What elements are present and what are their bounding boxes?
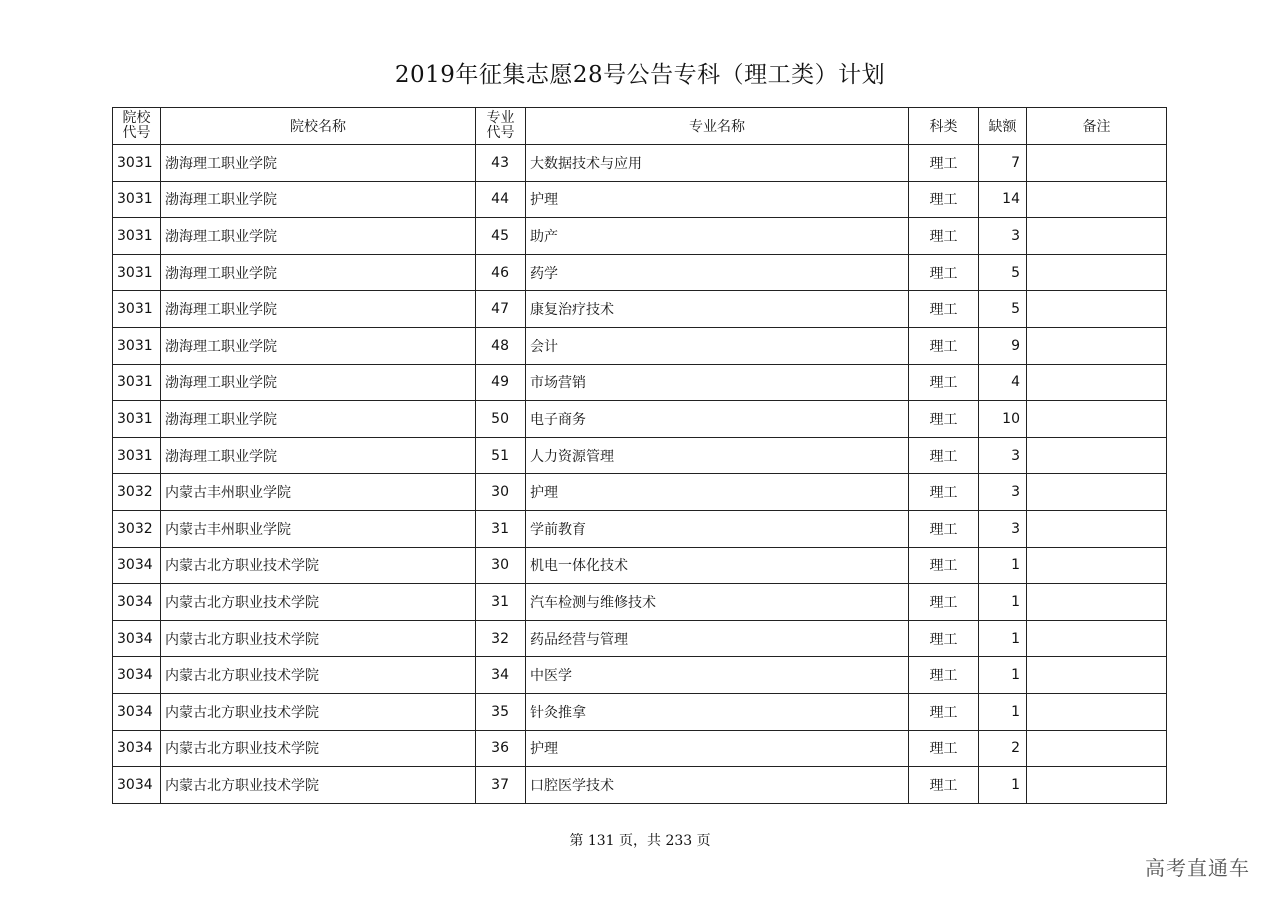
- cell-school-name: 渤海理工职业学院: [161, 291, 476, 328]
- cell-major-name: 护理: [526, 181, 909, 218]
- cell-major-name: 大数据技术与应用: [526, 145, 909, 182]
- cell-school-name: 渤海理工职业学院: [161, 401, 476, 438]
- cell-school-name: 渤海理工职业学院: [161, 437, 476, 474]
- cell-note: [1027, 254, 1167, 291]
- table-row: [113, 584, 1167, 621]
- cell-school-name: 内蒙古北方职业技术学院: [161, 620, 476, 657]
- cell-category: 理工: [909, 657, 979, 694]
- cell-major-code: 34: [476, 657, 526, 694]
- cell-major-code: 45: [476, 218, 526, 255]
- cell-school-code: 3032: [113, 510, 161, 547]
- cell-major-name: 针灸推拿: [526, 693, 909, 730]
- cell-major-name: 汽车检测与维修技术: [526, 584, 909, 621]
- cell-major-code: 48: [476, 327, 526, 364]
- header-note: 备注: [1027, 108, 1167, 145]
- cell-vacancy: 4: [979, 364, 1027, 401]
- cell-major-code: 51: [476, 437, 526, 474]
- header-vacancy: 缺额: [979, 108, 1027, 145]
- cell-category: 理工: [909, 327, 979, 364]
- cell-note: [1027, 620, 1167, 657]
- plan-table: [112, 107, 1167, 804]
- table-row: [113, 218, 1167, 255]
- cell-vacancy: 5: [979, 291, 1027, 328]
- cell-major-name: 口腔医学技术: [526, 767, 909, 804]
- cell-major-code: 43: [476, 145, 526, 182]
- cell-school-code: 3032: [113, 474, 161, 511]
- cell-major-code: 50: [476, 401, 526, 438]
- cell-school-code: 3034: [113, 547, 161, 584]
- cell-vacancy: 3: [979, 510, 1027, 547]
- cell-major-name: 学前教育: [526, 510, 909, 547]
- header-category: 科类: [909, 108, 979, 145]
- cell-note: [1027, 767, 1167, 804]
- cell-category: 理工: [909, 693, 979, 730]
- cell-school-name: 渤海理工职业学院: [161, 364, 476, 401]
- table-header-row: [113, 108, 1167, 145]
- cell-note: [1027, 510, 1167, 547]
- page-footer: 第 131 页，共 233 页: [569, 833, 711, 849]
- cell-major-code: 37: [476, 767, 526, 804]
- cell-school-name: 内蒙古北方职业技术学院: [161, 547, 476, 584]
- cell-note: [1027, 327, 1167, 364]
- cell-major-code: 44: [476, 181, 526, 218]
- header-major-code-line2: 代号: [486, 125, 515, 141]
- cell-category: 理工: [909, 730, 979, 767]
- cell-major-code: 36: [476, 730, 526, 767]
- cell-major-name: 护理: [526, 474, 909, 511]
- cell-major-code: 30: [476, 547, 526, 584]
- cell-category: 理工: [909, 401, 979, 438]
- cell-school-code: 3034: [113, 730, 161, 767]
- cell-note: [1027, 547, 1167, 584]
- table-row: [113, 547, 1167, 584]
- cell-category: 理工: [909, 181, 979, 218]
- cell-school-code: 3031: [113, 364, 161, 401]
- cell-school-name: 内蒙古北方职业技术学院: [161, 584, 476, 621]
- cell-category: 理工: [909, 254, 979, 291]
- cell-vacancy: 5: [979, 254, 1027, 291]
- cell-vacancy: 3: [979, 218, 1027, 255]
- cell-note: [1027, 657, 1167, 694]
- cell-major-name: 助产: [526, 218, 909, 255]
- header-major-code-line1: 专业: [486, 110, 515, 126]
- cell-category: 理工: [909, 767, 979, 804]
- cell-school-name: 内蒙古北方职业技术学院: [161, 767, 476, 804]
- cell-note: [1027, 474, 1167, 511]
- cell-school-code: 3034: [113, 767, 161, 804]
- cell-category: 理工: [909, 547, 979, 584]
- cell-major-name: 市场营销: [526, 364, 909, 401]
- cell-category: 理工: [909, 437, 979, 474]
- cell-school-name: 渤海理工职业学院: [161, 254, 476, 291]
- cell-category: 理工: [909, 291, 979, 328]
- cell-school-name: 渤海理工职业学院: [161, 218, 476, 255]
- cell-major-code: 31: [476, 584, 526, 621]
- table-row: [113, 510, 1167, 547]
- cell-vacancy: 3: [979, 437, 1027, 474]
- cell-category: 理工: [909, 364, 979, 401]
- cell-category: 理工: [909, 510, 979, 547]
- cell-note: [1027, 291, 1167, 328]
- table-row: [113, 364, 1167, 401]
- table-row: [113, 767, 1167, 804]
- header-major-name: 专业名称: [526, 108, 909, 145]
- cell-major-name: 中医学: [526, 657, 909, 694]
- cell-vacancy: 1: [979, 584, 1027, 621]
- table-row: [113, 620, 1167, 657]
- cell-note: [1027, 181, 1167, 218]
- header-major-code: [476, 108, 526, 145]
- cell-vacancy: 2: [979, 730, 1027, 767]
- header-school-name: 院校名称: [161, 108, 476, 145]
- cell-vacancy: 1: [979, 767, 1027, 804]
- cell-vacancy: 9: [979, 327, 1027, 364]
- cell-major-code: 32: [476, 620, 526, 657]
- table-row: [113, 437, 1167, 474]
- cell-vacancy: 1: [979, 657, 1027, 694]
- cell-major-code: 31: [476, 510, 526, 547]
- cell-school-code: 3034: [113, 693, 161, 730]
- cell-vacancy: 14: [979, 181, 1027, 218]
- cell-school-code: 3031: [113, 291, 161, 328]
- cell-category: 理工: [909, 218, 979, 255]
- watermark: 高考直通车: [1145, 856, 1250, 880]
- cell-vacancy: 1: [979, 620, 1027, 657]
- header-school-code: [113, 108, 161, 145]
- cell-major-name: 护理: [526, 730, 909, 767]
- cell-note: [1027, 584, 1167, 621]
- cell-major-code: 47: [476, 291, 526, 328]
- cell-category: 理工: [909, 145, 979, 182]
- cell-school-name: 渤海理工职业学院: [161, 327, 476, 364]
- cell-major-code: 30: [476, 474, 526, 511]
- table-row: [113, 327, 1167, 364]
- cell-major-name: 机电一体化技术: [526, 547, 909, 584]
- cell-school-code: 3031: [113, 327, 161, 364]
- cell-school-name: 内蒙古丰州职业学院: [161, 510, 476, 547]
- cell-note: [1027, 730, 1167, 767]
- cell-vacancy: 7: [979, 145, 1027, 182]
- header-school-code-line2: 代号: [122, 125, 151, 141]
- cell-note: [1027, 693, 1167, 730]
- table-row: [113, 181, 1167, 218]
- cell-major-name: 康复治疗技术: [526, 291, 909, 328]
- cell-school-name: 内蒙古北方职业技术学院: [161, 657, 476, 694]
- table-row: [113, 291, 1167, 328]
- table-row: [113, 730, 1167, 767]
- cell-vacancy: 3: [979, 474, 1027, 511]
- cell-major-name: 人力资源管理: [526, 437, 909, 474]
- cell-major-name: 药学: [526, 254, 909, 291]
- table-row: [113, 474, 1167, 511]
- cell-category: 理工: [909, 584, 979, 621]
- cell-note: [1027, 218, 1167, 255]
- cell-school-name: 内蒙古丰州职业学院: [161, 474, 476, 511]
- cell-major-code: 35: [476, 693, 526, 730]
- cell-major-name: 会计: [526, 327, 909, 364]
- cell-school-code: 3034: [113, 584, 161, 621]
- cell-major-code: 46: [476, 254, 526, 291]
- cell-school-code: 3031: [113, 218, 161, 255]
- cell-note: [1027, 364, 1167, 401]
- cell-vacancy: 1: [979, 547, 1027, 584]
- cell-vacancy: 1: [979, 693, 1027, 730]
- table-row: [113, 254, 1167, 291]
- cell-major-name: 电子商务: [526, 401, 909, 438]
- cell-school-code: 3031: [113, 145, 161, 182]
- cell-school-code: 3031: [113, 437, 161, 474]
- cell-note: [1027, 437, 1167, 474]
- cell-category: 理工: [909, 474, 979, 511]
- cell-major-code: 49: [476, 364, 526, 401]
- cell-school-code: 3031: [113, 401, 161, 438]
- table-row: [113, 401, 1167, 438]
- table-row: [113, 657, 1167, 694]
- table-row: [113, 145, 1167, 182]
- cell-school-name: 内蒙古北方职业技术学院: [161, 693, 476, 730]
- table-row: [113, 693, 1167, 730]
- page-title: 2019年征集志愿28号公告专科（理工类）计划: [394, 62, 886, 88]
- cell-school-name: 渤海理工职业学院: [161, 145, 476, 182]
- cell-school-name: 内蒙古北方职业技术学院: [161, 730, 476, 767]
- cell-school-code: 3034: [113, 657, 161, 694]
- header-school-code-line1: 院校: [122, 110, 151, 126]
- cell-school-code: 3034: [113, 620, 161, 657]
- cell-category: 理工: [909, 620, 979, 657]
- cell-note: [1027, 401, 1167, 438]
- cell-school-name: 渤海理工职业学院: [161, 181, 476, 218]
- cell-school-code: 3031: [113, 181, 161, 218]
- cell-vacancy: 10: [979, 401, 1027, 438]
- cell-note: [1027, 145, 1167, 182]
- cell-major-name: 药品经营与管理: [526, 620, 909, 657]
- cell-school-code: 3031: [113, 254, 161, 291]
